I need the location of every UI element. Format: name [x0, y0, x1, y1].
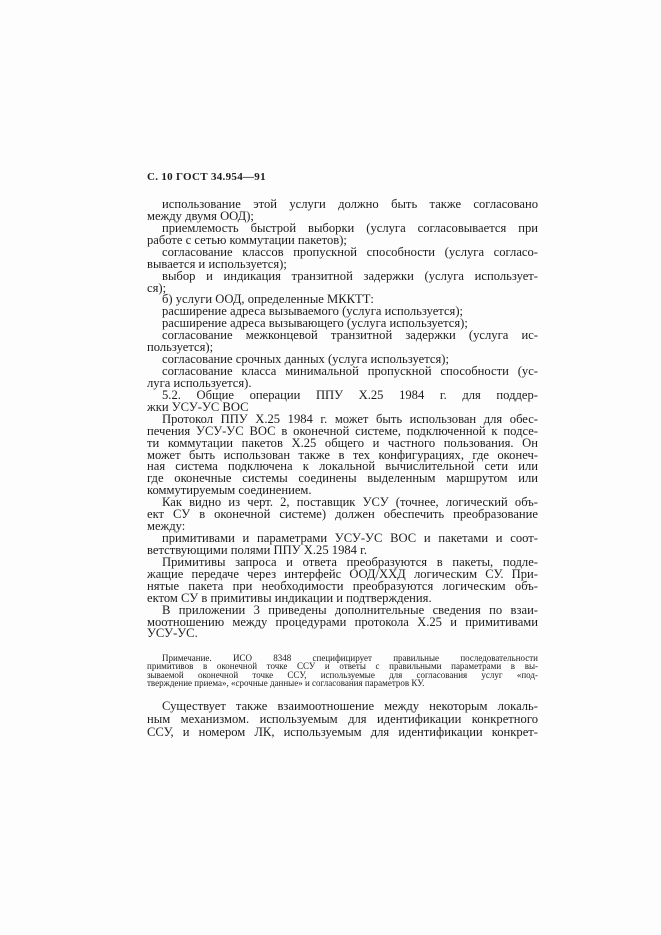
text-line: пользуется); — [147, 340, 214, 355]
text-line: согласование срочных данных (услуга используется); — [162, 352, 449, 367]
text-line: 5.2. Общие операции ППУ X.25 1984 г. для поддер- — [162, 387, 538, 402]
text-line: б) услуги ООД, определенные МККТТ: — [162, 292, 374, 307]
text-line: приемлемость быстрой выборки (услуга согласовывается при — [162, 220, 538, 235]
text-line: ССУ, и номером ЛК, используемым для идентификации конкрет- — [147, 725, 538, 739]
text-line: В приложении 3 приведены дополнительные сведения по взаи- — [162, 602, 538, 617]
text-line: жки УСУ-УС ВОС — [147, 399, 249, 414]
note-line: тверждение приема», «срочные данные» и согласования параметров КУ. — [147, 678, 425, 689]
text-line: УСУ-УС. — [147, 626, 198, 641]
text-line: выбор и индикация транзитной задержки (услуга использует- — [162, 268, 538, 283]
text-line: ным механизмом. используемым для идентификации конкретного — [147, 712, 538, 726]
text-line: Как видно из черт. 2, поставщик УСУ (точнее, логический объ- — [162, 495, 538, 510]
text-line: печения УСУ-УС ВОС в оконечной системе, подключенной к подсе- — [147, 423, 538, 438]
text-line: расширение адреса вызывающего (услуга используется); — [162, 316, 468, 331]
text-line: луга используется). — [147, 375, 252, 390]
text-line: где оконечные системы соединены выделенным маршрутом или — [147, 471, 538, 486]
page-header: С. 10 ГОСТ 34.954—91 — [147, 171, 266, 183]
text-line: может быть использован также в тех конфигурациях, где оконеч- — [147, 447, 538, 462]
text-line: Протокол ППУ X.25 1984 г. может быть использован для обес- — [162, 411, 538, 426]
text-line: коммутируемым соединением. — [147, 483, 312, 498]
note-line: Примечание. ИСО 8348 специфицирует правильные последовательности — [162, 653, 538, 663]
text-line: использование этой услуги должно быть также согласовано — [162, 197, 538, 211]
text-line: ти коммутации пакетов X.25 общего и частного пользования. Он — [147, 435, 538, 450]
text-line: жащие передаче через интерфейс ООД/ХХД логическим СУ. При- — [147, 566, 538, 581]
text-line: моотношению между процедурами протокола X.25 и примитивами — [147, 614, 538, 629]
text-line: ная система подключена к локальной вычислительной сети или — [147, 459, 538, 474]
text-line: работе с сетью коммутации пакетов); — [147, 232, 347, 247]
text-line: между двумя ООД); — [147, 208, 254, 223]
text-line: Существует также взаимоотношение между некоторым локаль- — [162, 699, 538, 713]
text-line: согласование классов пропускной способности (услуга согласо- — [162, 244, 538, 259]
text-line: примитивами и параметрами УСУ-УС ВОС и пакетами и соот- — [162, 531, 538, 546]
text-line: согласование межконцевой транзитной задержки (услуга ис- — [162, 328, 538, 343]
text-line: нятые пакета при необходимости преобразуются логическим объ- — [147, 578, 538, 593]
text-line: ся); — [147, 280, 167, 295]
text-line: вывается и используется); — [147, 256, 287, 271]
note-line: зываемой оконечной точке ССУ, используемые для согласования услуг «под- — [147, 669, 538, 680]
text-line: ект СУ в оконечной системе) должен обеспечить преобразование — [147, 507, 538, 522]
text-line: Примитивы запроса и ответа преобразуются в пакеты, подле- — [162, 554, 538, 569]
text-line: между: — [147, 519, 186, 534]
note-line: примитивов в оконечной точке ССУ и ответы с правильными параметрами в вы- — [147, 661, 538, 672]
text-line: ветствующими полями ППУ X.25 1984 г. — [147, 542, 368, 557]
text-line: расширение адреса вызываемого (услуга используется); — [162, 304, 464, 319]
text-line: согласование класса минимальной пропускной способности (ус- — [162, 364, 538, 379]
text-line: ектом СУ в примитивы индикации и подтверждения. — [147, 590, 432, 605]
